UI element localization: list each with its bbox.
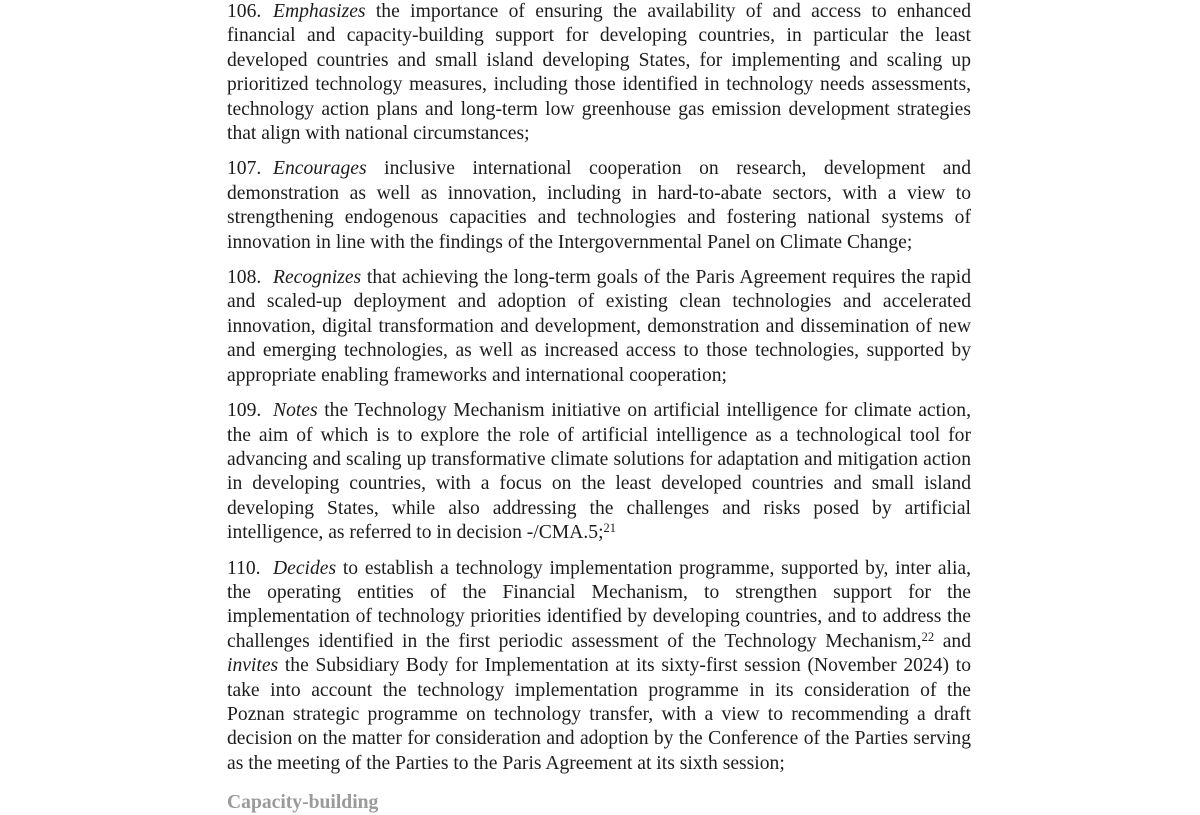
text-segment: that achieving the long-term goals of the Paris Agreement requires the rapid and scaled-up deployment and adoption of existing clean technologies and accelerated innovation, digital transformation and development, demonstration and dissemination of new and emerging technologies, as well as increased access to those technologies, supported by appropriate enabling frameworks and international cooperation; (227, 267, 971, 386)
text-segment: Recognizes (273, 267, 362, 289)
text-segment: the Technology Mechanism initiative on artificial intelligence for climate action, the aim of which is to explore the role of artificial intelligence as a technological tool for advancing and scaling up transformative climate solutions for adaptation and mitigation action in developing countries, with a focus on the least developed countries and small island developing States, while also addressing the challenges and risks posed by artificial intelligence, as referred to in decision -/CMA.5; (227, 400, 971, 544)
cut-off-bottom-line: Capacity-building (227, 792, 379, 813)
paragraph (227, 0, 971, 146)
document-body (227, 0, 971, 787)
paragraph-number: 107. (227, 158, 262, 180)
text-segment: inclusive international cooperation on research, development and demonstration as well as innovation, including in hard-to-abate sectors, with a view to strengthening endogenous capacities and technologies and fostering national systems of innovation in line with the findings of the Intergovernmental Panel on Climate Change; (227, 158, 971, 253)
text-segment: Decides (273, 557, 337, 579)
text-segment: the importance of ensuring the availability of and access to enhanced financial and capacity-building support for developing countries, in particular the least developed countries and small island developing States, for implementing and scaling up prioritized technology measures, including those identified in technology needs assessments, technology action plans and long-term low greenhouse gas emission development strategies that align with national circumstances; (227, 1, 971, 145)
text-segment: and (934, 630, 971, 652)
text-segment: Encourages (273, 158, 367, 180)
paragraph (227, 266, 971, 388)
paragraph-number: 109. (227, 400, 262, 422)
paragraph (227, 157, 971, 255)
text-segment: to establish a technology implementation programme, supported by, inter alia, the operating entities of the Financial Mechanism, to strengthen support for the implementation of technology priorities identified by developing countries, and to address the challenges identified in the first periodic assessment of the Technology Mechanism, (227, 557, 971, 652)
paragraph (227, 399, 971, 545)
footnote-marker: 21 (603, 521, 617, 536)
paragraph-number: 106. (227, 1, 262, 22)
paragraph-number: 108. (227, 267, 262, 289)
paragraph (227, 557, 971, 777)
text-segment: the Subsidiary Body for Implementation at its sixty-first session (November 2024) to take into account the technology implementation programme in its consideration of the Poznan strategic programme on technology transfer, with a view to recommending a draft decision on the matter for consideration and adoption by the Conference of the Parties serving as the meeting of the Parties to the Paris Agreement at its sixth session; (227, 655, 971, 774)
text-segment: invites (227, 655, 279, 677)
footnote-marker: 22 (921, 629, 935, 644)
text-segment: Emphasizes (273, 1, 366, 22)
text-segment: Notes (273, 400, 318, 422)
paragraph-number: 110. (227, 557, 261, 579)
